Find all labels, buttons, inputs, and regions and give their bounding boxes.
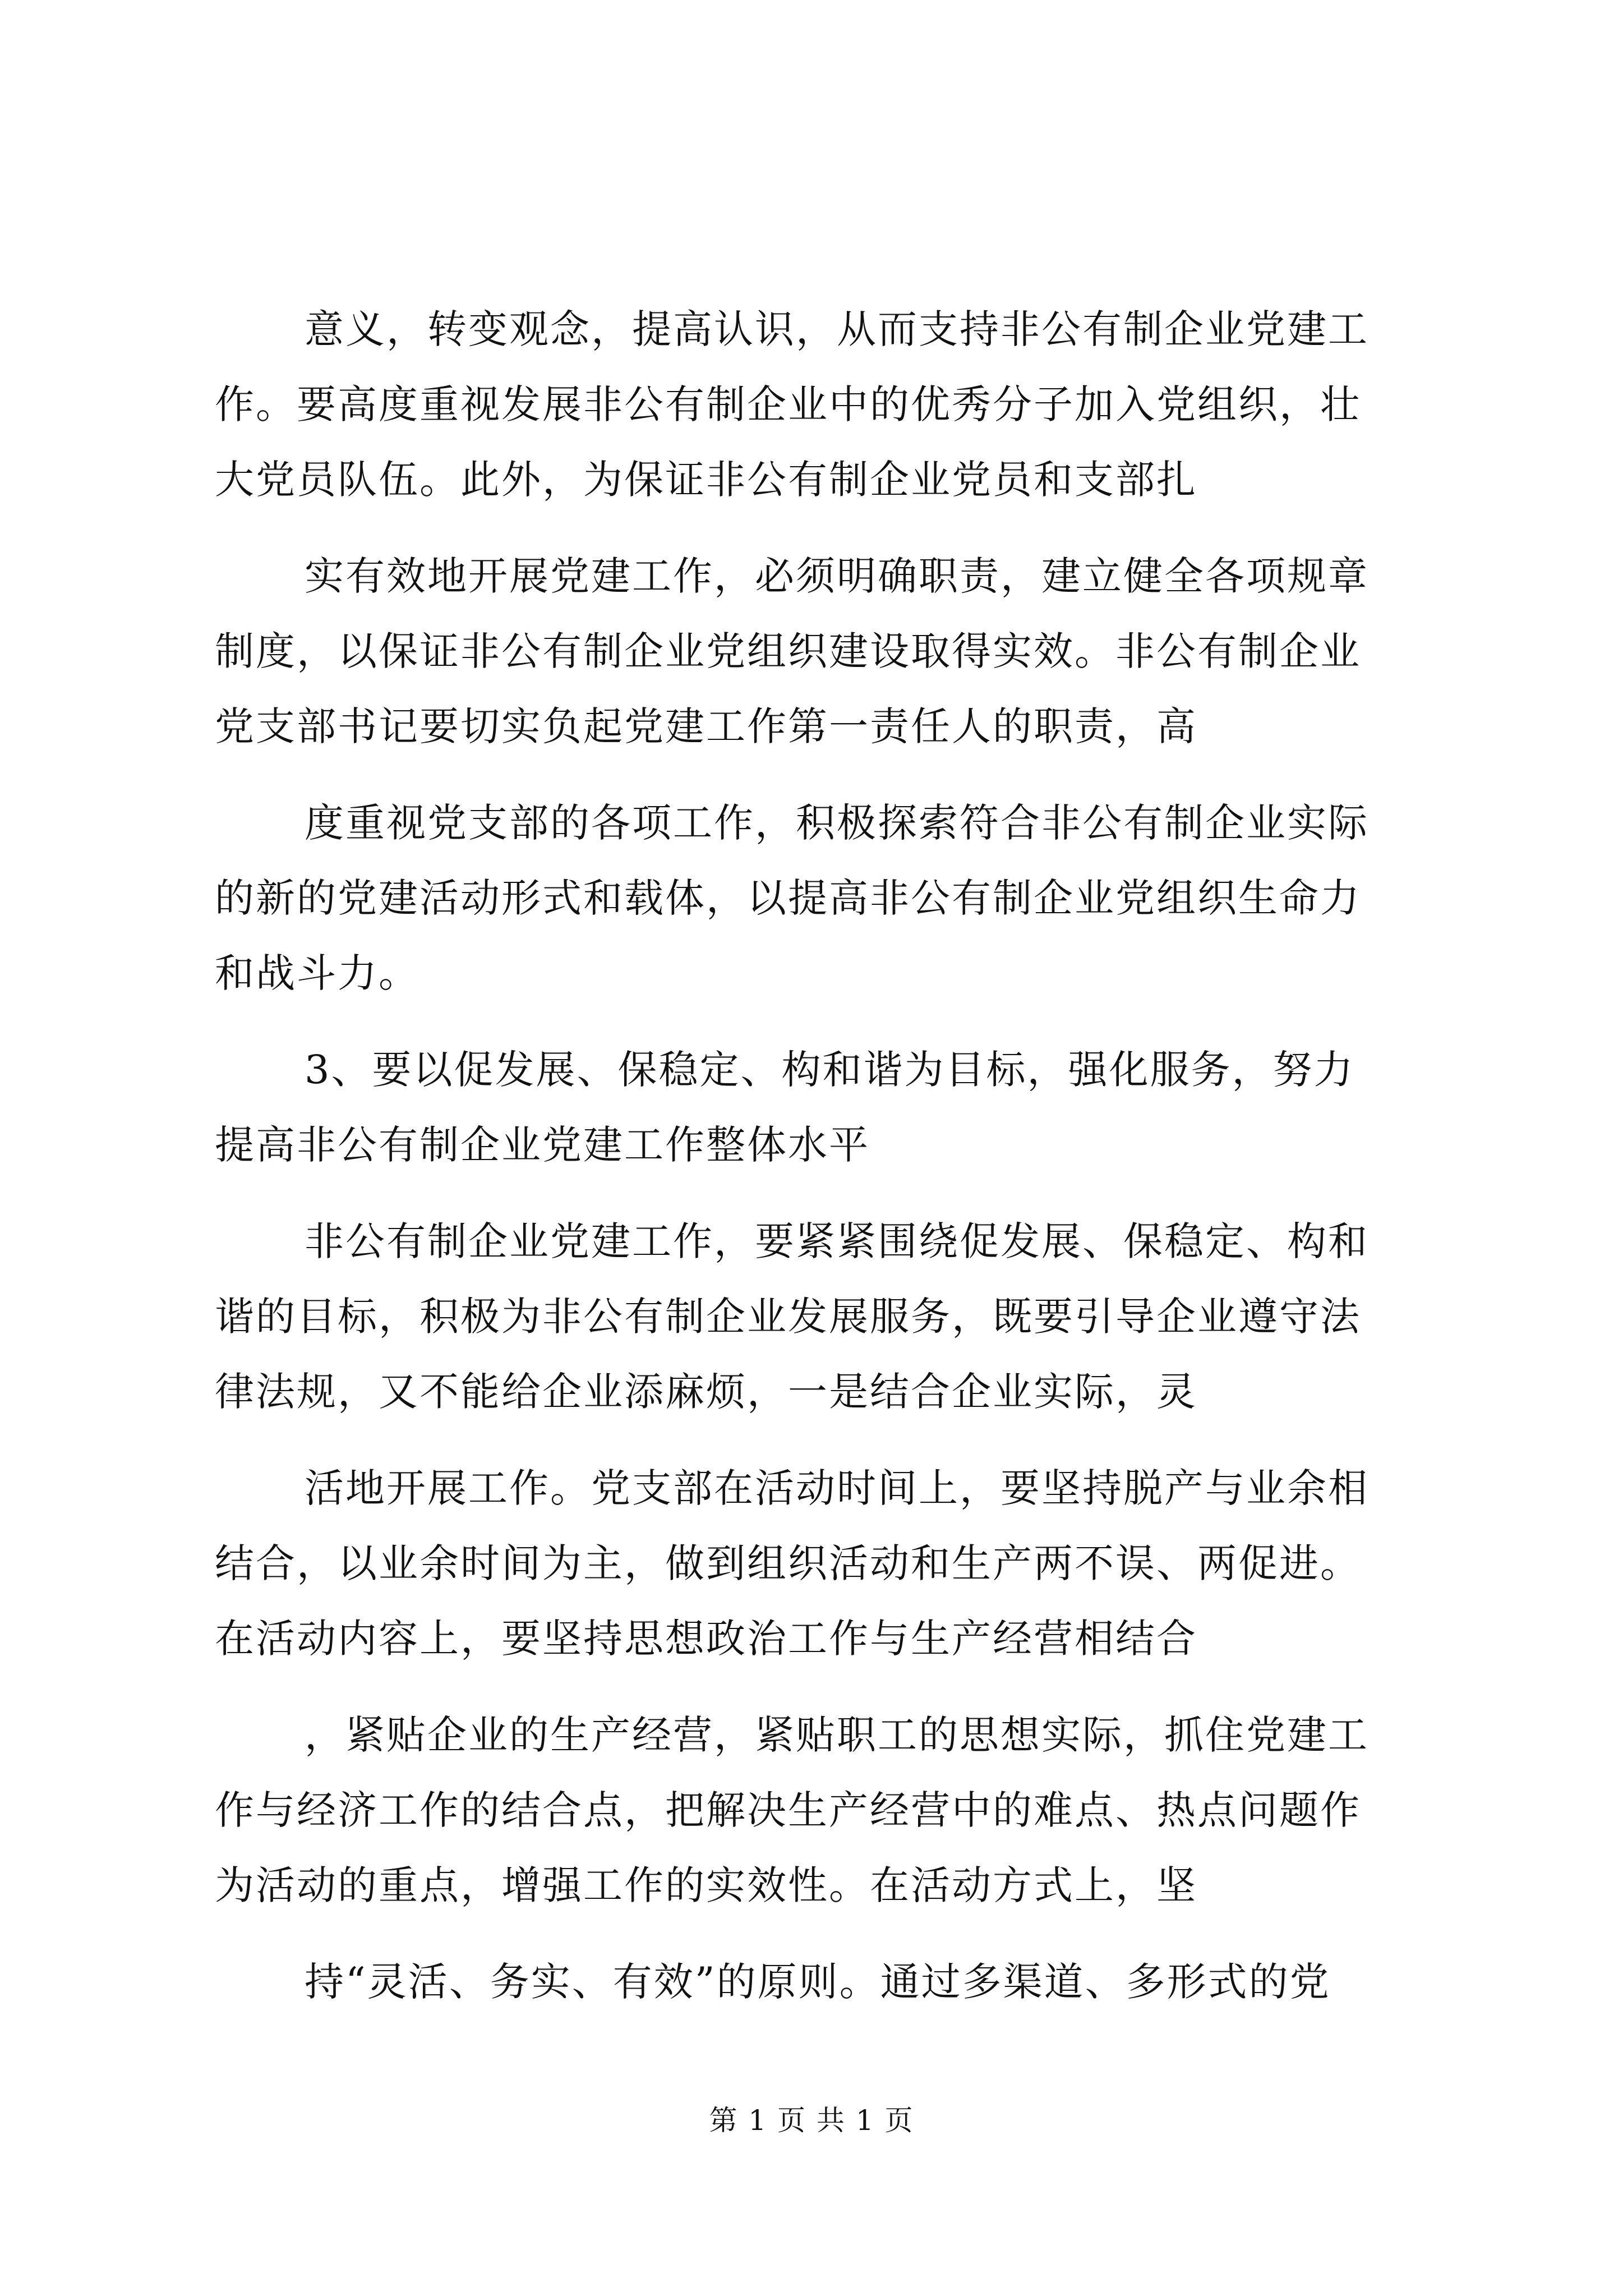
page-number-footer: 第 1 页 共 1 页 <box>709 2104 914 2137</box>
text-line: 持“灵活、务实、有效”的原则。通过多渠道、多形式的党 <box>305 1959 1331 2005</box>
section-heading-line: 提高非公有制企业党建工作整体水平 <box>215 1122 870 1168</box>
text-line: 谐的目标，积极为非公有制企业发展服务，既要引导企业遵守法 <box>215 1294 1361 1340</box>
document-body <box>215 292 1421 2019</box>
text-line: 大党员队伍。此外，为保证非公有制企业党员和支部扎 <box>215 457 1197 503</box>
text-line: 活地开展工作。党支部在活动时间上，要坚持脱产与业余相 <box>305 1465 1369 1511</box>
text-line: 度重视党支部的各项工作，积极探索符合非公有制企业实际 <box>305 800 1369 846</box>
text-line: 意义，转变观念，提高认识，从而支持非公有制企业党建工 <box>305 306 1369 352</box>
text-line: 结合，以业余时间为主，做到组织活动和生产两不误、两促进。 <box>215 1540 1361 1586</box>
section-heading-line: 3、要以促发展、保稳定、构和谐为目标，强化服务，努力 <box>305 1047 1355 1093</box>
text-line: 作。要高度重视发展非公有制企业中的优秀分子加入党组织，壮 <box>215 381 1361 427</box>
text-line: 律法规，又不能给企业添麻烦，一是结合企业实际，灵 <box>215 1369 1197 1415</box>
text-line: 制度，以保证非公有制企业党组织建设取得实效。非公有制企业 <box>215 628 1361 674</box>
text-line: 在活动内容上，要坚持思想政治工作与生产经营相结合 <box>215 1616 1197 1662</box>
text-line: 的新的党建活动形式和载体，以提高非公有制企业党组织生命力 <box>215 875 1361 921</box>
text-line: 非公有制企业党建工作，要紧紧围绕促发展、保稳定、构和 <box>305 1218 1369 1264</box>
text-line: 实有效地开展党建工作，必须明确职责，建立健全各项规章 <box>305 553 1369 599</box>
text-line: ，紧贴企业的生产经营，紧贴职工的思想实际，抓住党建工 <box>305 1712 1369 1758</box>
text-line: 作与经济工作的结合点，把解决生产经营中的难点、热点问题作 <box>215 1787 1361 1833</box>
text-line: 党支部书记要切实负起党建工作第一责任人的职责，高 <box>215 703 1197 749</box>
text-line: 和战斗力。 <box>215 950 419 996</box>
text-line: 为活动的重点，增强工作的实效性。在活动方式上，坚 <box>215 1862 1197 1908</box>
